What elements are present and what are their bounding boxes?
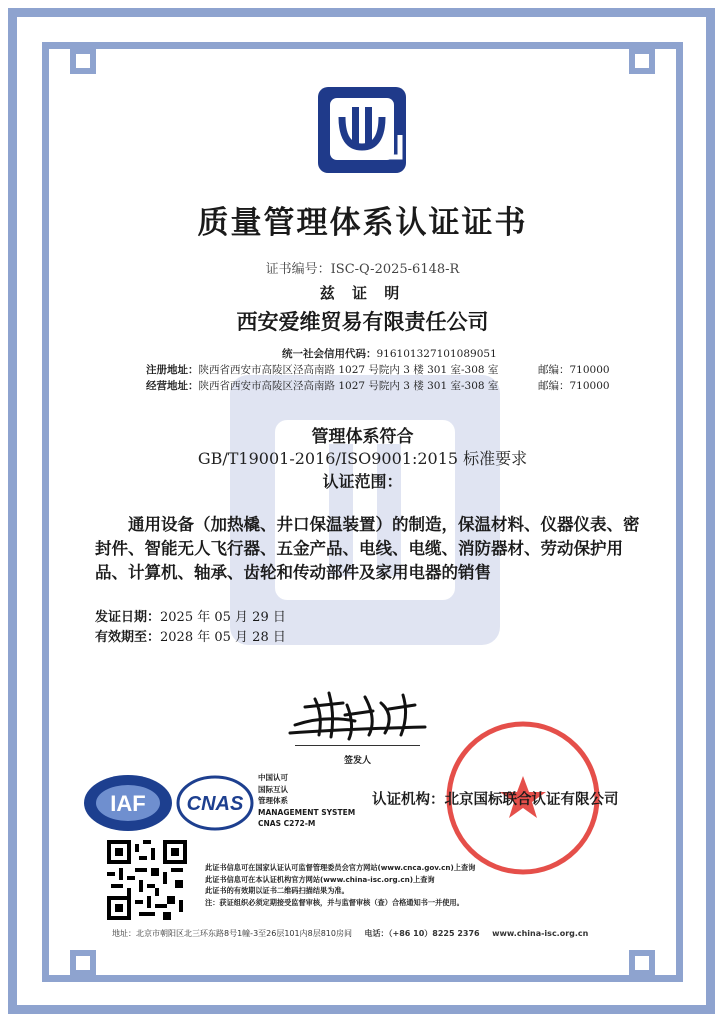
op-address-label: 经营地址： <box>146 380 199 392</box>
corner-ornament <box>629 48 655 74</box>
cnas-line: 中国认可 <box>258 773 288 782</box>
reg-postcode: 邮编：710000 <box>538 364 610 376</box>
qr-code-icon <box>107 840 187 920</box>
corner-ornament <box>70 48 96 74</box>
certificate-title: 质量管理体系认证证书 <box>197 205 528 241</box>
footer-address: 地址：北京市朝阳区北三环东路8号1幢-3至26层101内8层810房间 <box>112 929 352 938</box>
note-line: 此证书信息可在本认证机构官方网站(www.china-isc.org.cn)上查询 <box>205 874 435 884</box>
note-line: 此证书的有效期以证书二维码扫描结果为准。 <box>205 886 349 895</box>
cnas-logo-icon <box>176 775 254 831</box>
certificate-number: 证书编号：ISC-Q-2025-6148-R <box>265 262 460 277</box>
credit-code <box>282 346 497 361</box>
issue-date <box>95 606 286 625</box>
credit-code-label: 统一社会信用代码： <box>282 348 377 360</box>
reg-address-label: 注册地址： <box>146 364 199 376</box>
standard-text: GB/T19001-2016/ISO9001:2015 标准要求 <box>197 449 528 468</box>
op-postcode: 邮编：710000 <box>538 380 610 392</box>
footer-website: www.china-isc.org.cn <box>492 929 589 938</box>
valid-until-value: 2028 年 05 月 28 日 <box>160 630 286 645</box>
note-line: 此证书信息可在国家认证认可监督管理委员会官方网站(www.cnca.gov.cn)上查询 <box>205 863 476 872</box>
cnas-line: 管理体系 <box>258 796 288 805</box>
cnas-line: CNAS C272-M <box>258 819 316 828</box>
footer-phone: 电话：（+86 10）8225 2376 <box>364 929 480 938</box>
op-address-value: 陕西省西安市高陵区泾高南路 1027 号院内 3 楼 301 室-308 室 <box>198 380 499 392</box>
certification-body: 认证机构：北京国标联合认证有限公司 <box>372 792 619 808</box>
cnas-accreditation-text <box>258 772 355 830</box>
reg-address-value: 陕西省西安市高陵区泾高南路 1027 号院内 3 楼 301 室-308 室 <box>198 364 499 376</box>
attest-heading: 兹 证 明 <box>319 284 406 302</box>
issue-date-label: 发证日期： <box>95 610 161 625</box>
company-name: 西安爱维贸易有限责任公司 <box>236 309 489 334</box>
operating-address <box>146 378 498 393</box>
note-line: 注：获证组织必须定期接受监督审核，并与监督审核（查）合格通知书一并使用。 <box>205 897 464 907</box>
credit-code-value: 916101327101089051 <box>376 348 497 360</box>
footer <box>112 928 632 939</box>
valid-until <box>95 626 286 645</box>
issue-date-value: 2025 年 05 月 29 日 <box>160 610 286 625</box>
scope-title: 认证范围： <box>322 472 403 491</box>
signature-image <box>285 685 435 743</box>
signature-line <box>295 745 420 746</box>
isc-logo-icon <box>318 87 406 173</box>
certificate-notes <box>205 862 475 908</box>
iaf-logo-text: IAF <box>110 791 146 816</box>
corner-ornament <box>70 950 96 976</box>
corner-ornament <box>629 950 655 976</box>
signer-label: 签发人 <box>343 756 371 766</box>
registered-address <box>146 362 498 377</box>
cnas-line: 国际互认 <box>258 784 288 794</box>
cnas-line: MANAGEMENT SYSTEM <box>258 807 356 817</box>
cnas-logo-text: CNAS <box>186 793 244 815</box>
valid-until-label: 有效期至： <box>95 630 161 645</box>
scheme-title: 管理体系符合 <box>311 427 414 447</box>
iaf-logo-icon <box>82 773 174 833</box>
scope-text: 通用设备（加热橇、井口保温装置）的制造，保温材料、仪器仪表、密封件、智能无人飞行器、五金产品、电线、电缆、消防器材、劳动保护用品、计算机、轴承、齿轮和传动部件及家用电器的销售 <box>95 515 640 582</box>
